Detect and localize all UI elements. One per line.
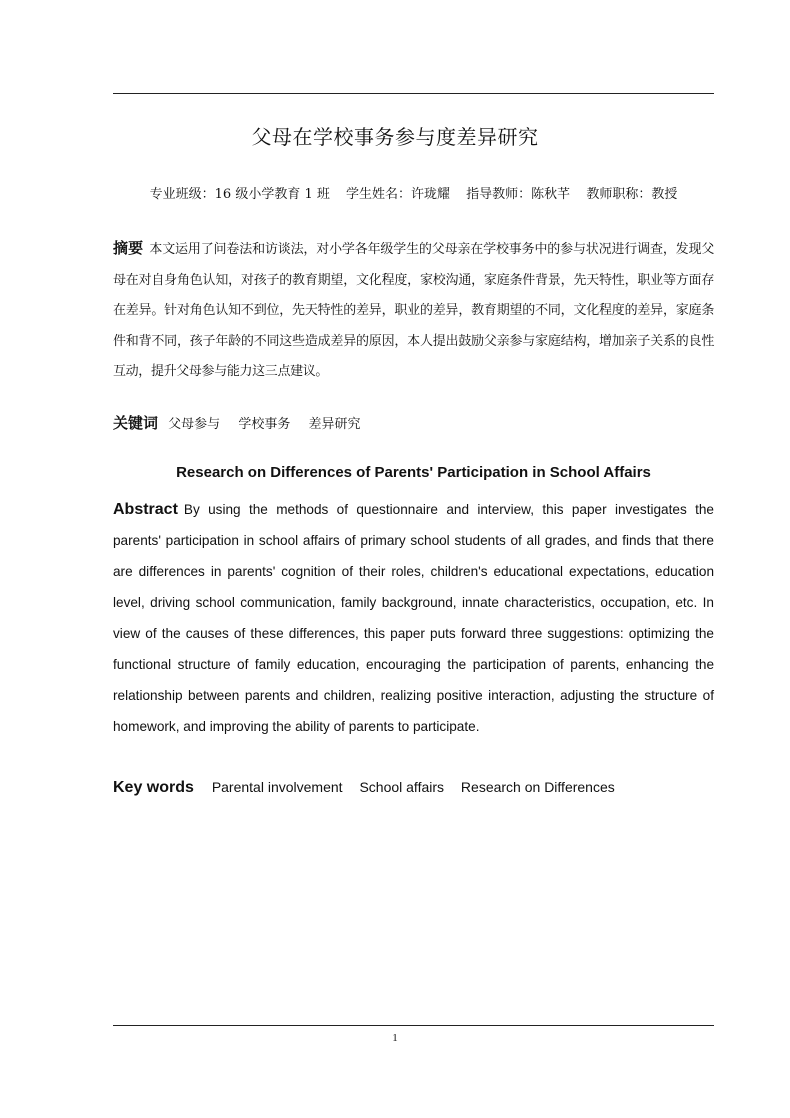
keyword-en: Parental involvement: [211, 779, 343, 795]
abstract-cn-text: 本文运用了问卷法和访谈法，对小学各年级学生的父母亲在学校事务中的参与状况进行调查，发现父母在对自身角色认知，对孩子的教育期望，文化程度，家校沟通，家庭条件背景，先天特性，职业等方面存在差异。针对角色认知不到位，先天特性的差异，职业的差异，教育期望的不同，文化程度的差异，家庭条件和背不同，孩子年龄的不同这些造成差异的原因，本人提出鼓励父亲参与家庭结构，增加亲子关系的良性互动，提升父母参与能力这三点建议。: [113, 242, 714, 379]
keyword-cn: 父母参与: [168, 417, 221, 432]
author-meta-line: [113, 183, 714, 202]
meta-student: 学生姓名：许珑耀: [346, 187, 451, 202]
keyword-cn: 学校事务: [238, 417, 291, 432]
page-number: 1: [392, 1032, 398, 1044]
abstract-cn: [113, 233, 714, 388]
paper-title-en: Research on Differences of Parents' Participation in School Affairs: [176, 464, 651, 481]
paper-title-cn: 父母在学校事务参与度差异研究: [251, 125, 539, 149]
abstract-en: [113, 494, 714, 742]
abstract-cn-label: 摘要: [113, 239, 144, 257]
footer-rule: [113, 1025, 714, 1026]
keyword-en: Research on Differences: [460, 779, 615, 795]
keywords-cn: [113, 410, 714, 438]
keyword-cn: 差异研究: [308, 417, 361, 432]
abstract-en-label: Abstract: [113, 501, 178, 518]
header-rule: [113, 93, 714, 94]
meta-advisor: 指导教师：陈秋芊: [466, 187, 571, 202]
keyword-en: School affairs: [359, 779, 445, 795]
keywords-en: [113, 775, 714, 800]
abstract-en-text: By using the methods of questionnaire and interview, this paper investigates the parents' participation in school affairs of primary school students of all grades, and finds that there are differences in parents' cognition of their roles, children's educational expectations, education level, driving school communication, family background, innate characteristics, occupation, etc. In view of the causes of these differences, this paper puts forward three suggestions: optimizing the functional structure of family education, encouraging the participation of parents, enhancing the relationship between parents and children, realizing positive interaction, adjusting the structure of homework, and improving the ability of parents to participate.: [113, 502, 714, 734]
keywords-cn-label: 关键词: [113, 414, 159, 432]
meta-class: 专业班级：16 级小学教育 1 班: [149, 187, 330, 202]
keywords-en-label: Key words: [113, 779, 194, 796]
meta-advisor-title: 教师职称：教授: [586, 187, 678, 202]
